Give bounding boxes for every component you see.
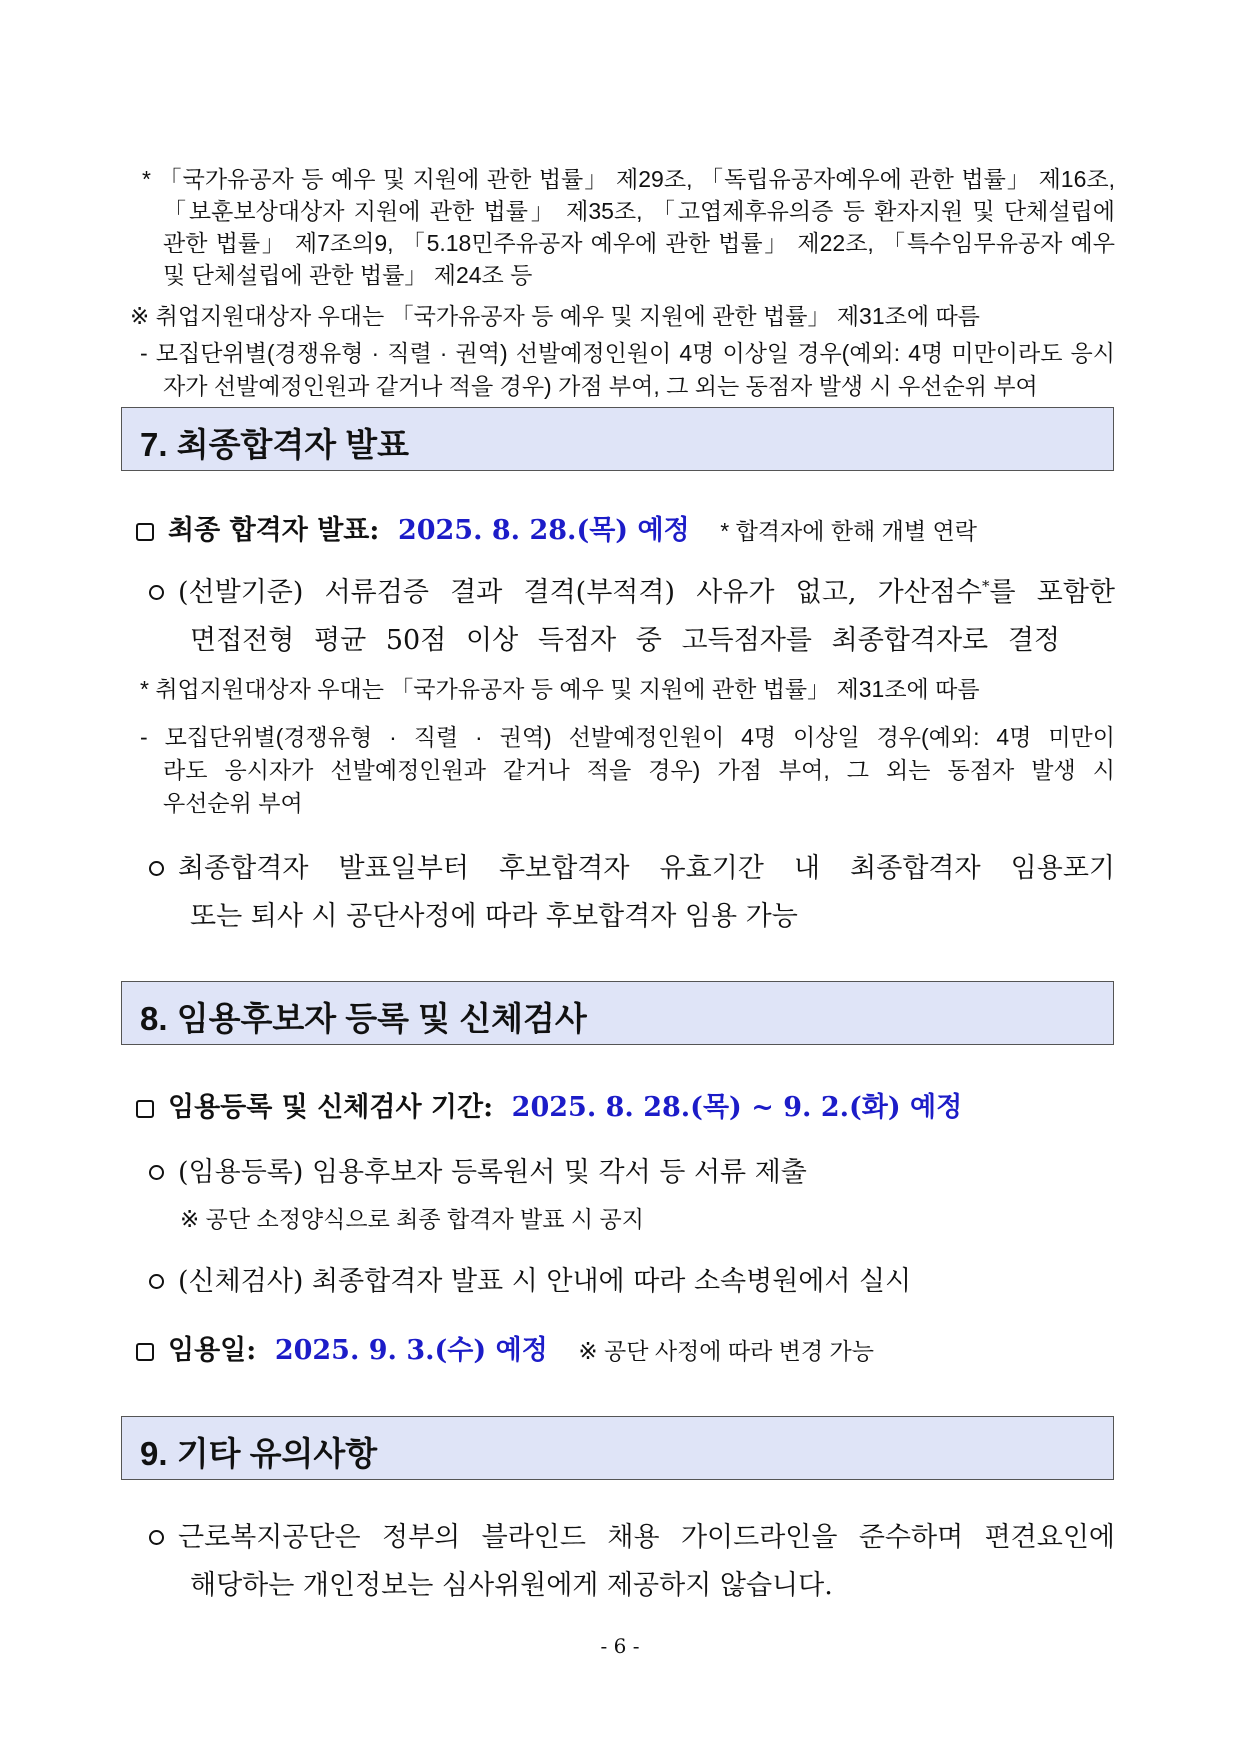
checkbox-icon <box>136 1100 154 1118</box>
circle-bullet-icon <box>149 1274 164 1289</box>
appointment-date-item <box>136 1328 874 1367</box>
law-note-line-1: * 「국가유공자 등 예우 및 지원에 관한 법률」 제29조, 「독립유공자예우에 관한 법률」 제16조, <box>142 166 1115 192</box>
criteria-superscript: * <box>981 577 990 595</box>
medical-exam-item <box>149 1259 911 1298</box>
appointment-date-value: 2025. 9. 3.(수) 예정 <box>274 1335 548 1366</box>
law-note-line-3: 관한 법률」 제7조의9, 「5.18민주유공자 예우에 관한 법률」 제22조, 「특수임무유공자 예우 <box>163 230 1115 256</box>
selection-criteria-line-2: 면접전형 평균 50점 이상 득점자 중 고득점자를 최종합격자로 결정 <box>190 625 1060 656</box>
final-announcement-note: * 합격자에 한해 개별 연락 <box>720 518 977 544</box>
blind-hiring-line-2: 해당하는 개인정보는 심사위원에게 제공하지 않습니다. <box>190 1570 833 1601</box>
final-announcement-label: 최종 합격자 발표: <box>168 515 380 546</box>
registration-period-date: 2025. 8. 28.(목) ~ 9. 2.(화) 예정 <box>511 1092 963 1123</box>
checkbox-icon <box>136 1343 154 1361</box>
bonus-rule-line-2: 자가 선발예정인원과 같거나 적을 경우) 가점 부여, 그 외는 동점자 발생 시 우선순위 부여 <box>163 373 1038 399</box>
law-note-line-2: 「보훈보상대상자 지원에 관한 법률」 제35조, 「고엽제후유의증 등 환자지원 및 단체설립에 <box>163 198 1115 224</box>
blind-hiring-text: 근로복지공단은 정부의 블라인드 채용 가이드라인을 준수하며 편견요인에 <box>178 1522 1115 1553</box>
final-announcement-item <box>136 508 977 547</box>
preference-star-line: * 취업지원대상자 우대는 「국가유공자 등 예우 및 지원에 관한 법률」 제31조에 따름 <box>140 676 980 702</box>
selection-criteria-text-a: (선발기준) 서류검증 결과 결격(부적격) 사유가 없고, 가산점수 <box>178 577 982 608</box>
section7-bonus-line-2: 라도 응시자가 선발예정인원과 같거나 적을 경우) 가점 부여, 그 외는 동점자 발생 시 <box>163 757 1115 783</box>
reserve-candidate-text: 최종합격자 발표일부터 후보합격자 유효기간 내 최종합격자 임용포기 <box>178 853 1115 884</box>
checkbox-icon <box>136 523 154 541</box>
section-9-heading: 9. 기타 유의사항 <box>140 1435 378 1472</box>
section7-bonus-line-3: 우선순위 부여 <box>163 790 303 816</box>
registration-item <box>149 1150 807 1189</box>
page-number: - 6 - <box>600 1634 640 1658</box>
section-7-heading-box <box>121 407 1114 471</box>
selection-criteria-text-b: 를 포함한 <box>989 577 1115 608</box>
preference-ref-line: ※ 취업지원대상자 우대는 「국가유공자 등 예우 및 지원에 관한 법률」 제31조에 따름 <box>130 303 980 329</box>
appointment-date-label: 임용일: <box>168 1335 257 1366</box>
section-8-heading: 8. 임용후보자 등록 및 신체검사 <box>140 1000 587 1037</box>
registration-note: ※ 공단 소정양식으로 최종 합격자 발표 시 공지 <box>180 1206 644 1232</box>
section7-bonus-line-1: - 모집단위별(경쟁유형 · 직렬 · 권역) 선발예정인원이 4명 이상일 경우(예외: 4명 미만이 <box>140 724 1115 750</box>
section-9-heading-box <box>121 1416 1114 1480</box>
reserve-candidate-line-1 <box>149 846 1115 885</box>
registration-text: (임용등록) 임용후보자 등록원서 및 각서 등 서류 제출 <box>178 1157 807 1188</box>
final-announcement-date: 2025. 8. 28.(목) 예정 <box>397 515 690 546</box>
registration-period-item <box>136 1085 962 1124</box>
reserve-candidate-line-2: 또는 퇴사 시 공단사정에 따라 후보합격자 임용 가능 <box>190 901 798 932</box>
section-8-heading-box <box>121 981 1114 1045</box>
circle-bullet-icon <box>149 861 164 876</box>
circle-bullet-icon <box>149 1530 164 1545</box>
selection-criteria-line-1 <box>149 570 1115 609</box>
bonus-rule-line-1: - 모집단위별(경쟁유형 · 직렬 · 권역) 선발예정인원이 4명 이상일 경우(예외: 4명 미만이라도 응시 <box>140 340 1115 366</box>
section-7-heading: 7. 최종합격자 발표 <box>140 426 410 463</box>
appointment-date-note: ※ 공단 사정에 따라 변경 가능 <box>578 1338 874 1364</box>
law-note-line-4: 및 단체설립에 관한 법률」 제24조 등 <box>163 262 533 288</box>
circle-bullet-icon <box>149 585 164 600</box>
medical-exam-text: (신체검사) 최종합격자 발표 시 안내에 따라 소속병원에서 실시 <box>178 1266 912 1297</box>
circle-bullet-icon <box>149 1165 164 1180</box>
blind-hiring-line-1 <box>149 1515 1115 1554</box>
registration-period-label: 임용등록 및 신체검사 기간: <box>168 1092 494 1123</box>
